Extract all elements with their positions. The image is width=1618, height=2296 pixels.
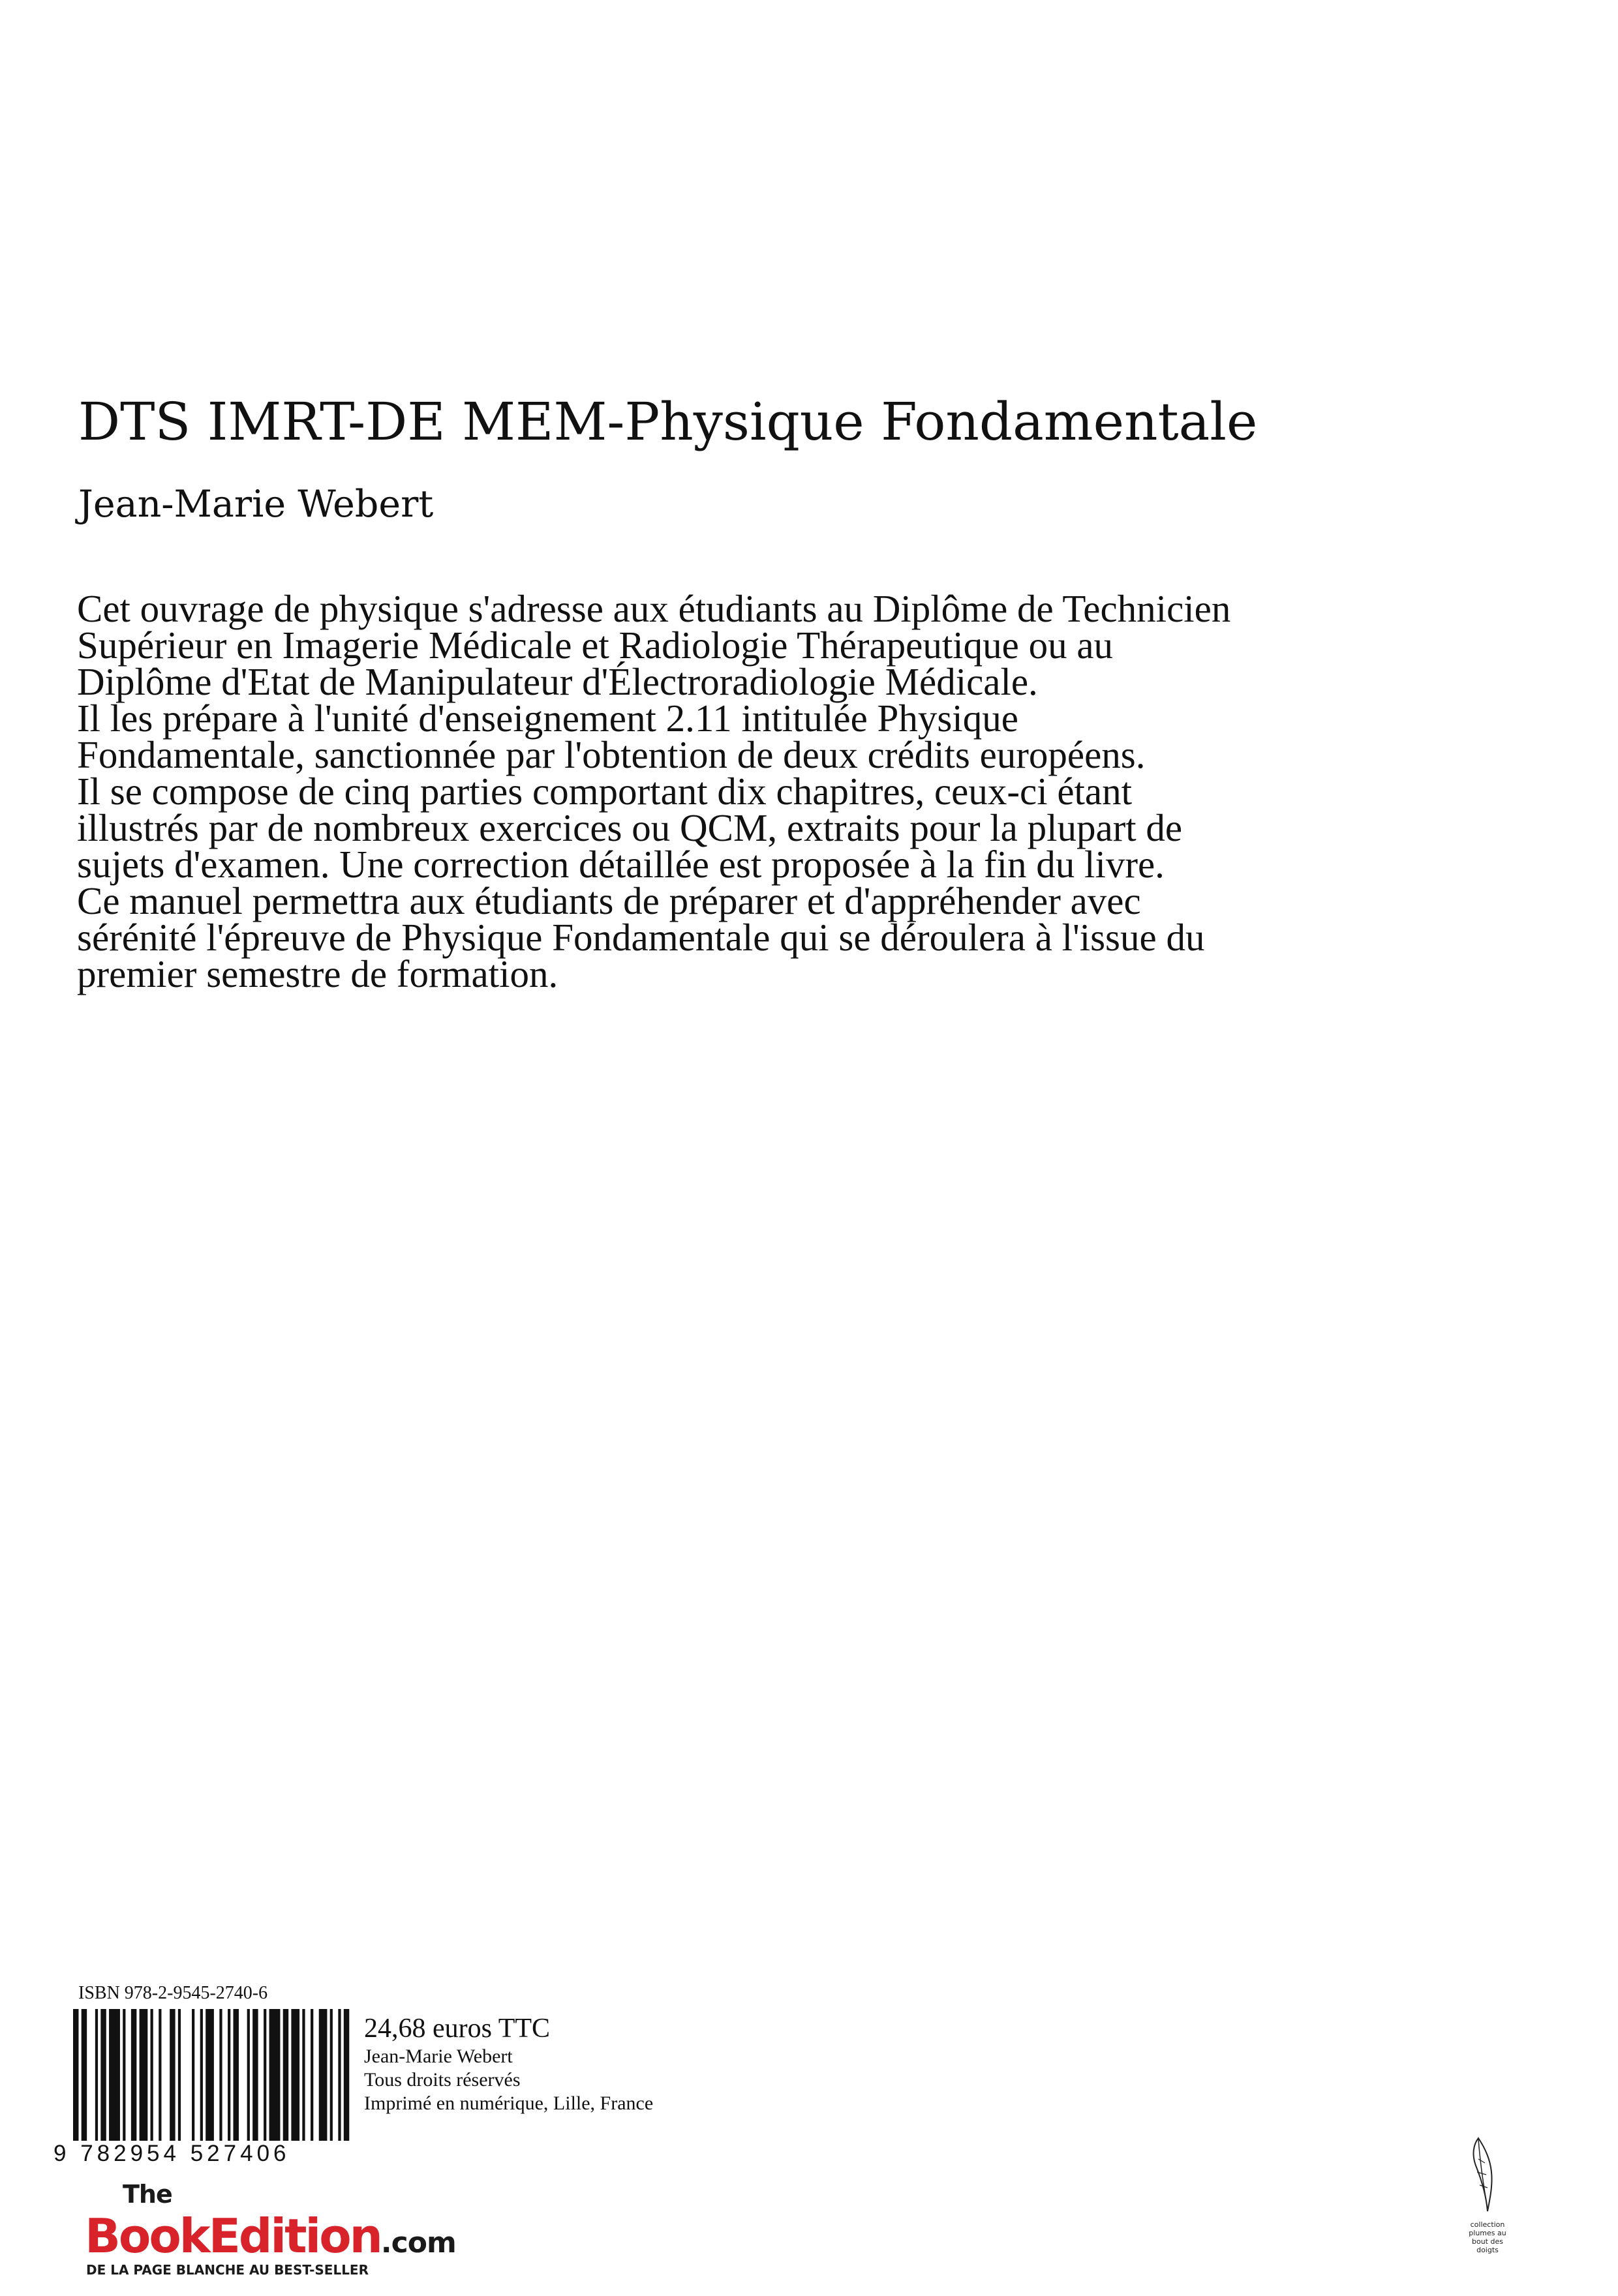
barcode-bar xyxy=(131,2009,136,2146)
logo-tagline: DE LA PAGE BLANCHE AU BEST-SELLER xyxy=(86,2262,369,2278)
barcode-digits: 9 782954 527406 xyxy=(53,2141,360,2167)
logo-the: The xyxy=(123,2180,172,2209)
barcode-bar xyxy=(192,2009,194,2146)
colophon-author: Jean-Marie Webert xyxy=(364,2046,513,2067)
barcode-bar xyxy=(123,2009,125,2146)
collection-line: bout des xyxy=(1472,2237,1503,2246)
blurb-paragraph: Il se compose de cinq parties comportant dix chapitres, ceux-ci étant illustrés par de nombreux exercices ou QCM, extraits pour la plupart de sujets d'examen. Une correction détaillée est proposée à la fin du livre. xyxy=(77,770,1183,886)
barcode-bar xyxy=(302,2009,305,2146)
logo-brand xyxy=(85,2209,456,2263)
barcode-bar xyxy=(82,2009,87,2146)
barcode-bar xyxy=(338,2009,341,2146)
barcode-bar xyxy=(264,2009,266,2146)
barcode-bar xyxy=(206,2009,214,2146)
collection-mark xyxy=(1448,2133,1527,2283)
collection-line: collection xyxy=(1470,2220,1505,2229)
collection-line: doigts xyxy=(1476,2246,1499,2254)
barcode-bar xyxy=(140,2009,148,2146)
blurb-paragraph: Il les prépare à l'unité d'enseignement 2.11 intitulée Physique Fondamentale, sanctionnée par l'obtention de deux crédits européens. xyxy=(77,697,1146,776)
back-cover-blurb xyxy=(77,587,1251,995)
barcode-bar xyxy=(252,2009,258,2146)
collection-text xyxy=(1448,2220,1527,2254)
isbn-barcode xyxy=(73,2009,358,2146)
barcode-bar xyxy=(283,2009,288,2146)
barcode-bar xyxy=(219,2009,222,2146)
bookedition-logo xyxy=(85,2180,463,2296)
barcode-bar xyxy=(291,2009,299,2146)
book-author: Jean-Marie Webert xyxy=(78,483,434,526)
blurb-paragraph: Cet ouvrage de physique s'adresse aux étudiants au Diplôme de Technicien Supérieur en Imagerie Médicale et Radiologie Thérapeutique ou au Diplôme d'Etat de Manipulateur d'Électroradiologie Médicale. xyxy=(77,587,1231,703)
barcode-bar xyxy=(159,2009,161,2146)
book-title: DTS IMRT-DE MEM-Physique Fondamentale xyxy=(78,391,1258,452)
blurb-paragraph: Ce manuel permettra aux étudiants de préparer et d'appréhender avec sérénité l'épreuve de Physique Fondamentale qui se déroulera à l'issue du premier semestre de formation. xyxy=(77,879,1205,995)
logo-dotcom: .com xyxy=(380,2226,456,2259)
barcode-bar xyxy=(319,2009,328,2146)
print-location: Imprimé en numérique, Lille, France xyxy=(364,2092,654,2114)
rights-notice: Tous droits réservés xyxy=(364,2069,521,2091)
barcode-bar xyxy=(151,2009,153,2146)
barcode-bar xyxy=(228,2009,230,2146)
collection-line: plumes au xyxy=(1469,2229,1506,2237)
price: 24,68 euros TTC xyxy=(364,2014,551,2044)
barcode-bar xyxy=(109,2009,120,2146)
isbn-label: ISBN 978-2-9545-2740-6 xyxy=(78,1983,268,2003)
barcode-bar xyxy=(100,2009,106,2146)
barcode-bar xyxy=(344,2009,349,2146)
barcode-bar xyxy=(330,2009,333,2146)
quill-icon xyxy=(1461,2133,1514,2218)
logo-brand-name: BookEdition xyxy=(85,2209,381,2263)
barcode-bar xyxy=(247,2009,250,2146)
barcode-bar xyxy=(73,2009,78,2146)
barcode-bar xyxy=(178,2009,181,2146)
colophon xyxy=(364,2012,653,2115)
barcode-bar xyxy=(234,2009,239,2146)
barcode-bar xyxy=(311,2009,313,2146)
barcode-bar xyxy=(200,2009,203,2146)
barcode-bar xyxy=(269,2009,281,2146)
barcode-bar xyxy=(170,2009,175,2146)
barcode-bar xyxy=(95,2009,98,2146)
